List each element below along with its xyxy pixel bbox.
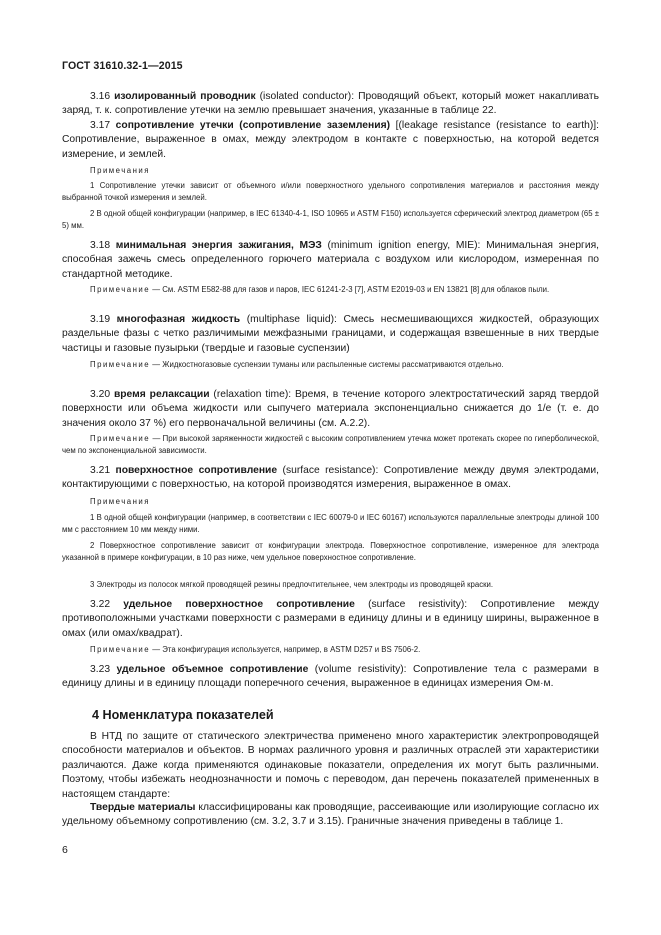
note-3-22: Примечание — Эта конфигурация используется, например, в ASTM D257 и BS 7506-2. [90, 645, 421, 654]
term: удельное объемное сопротивление [116, 664, 309, 675]
term: удельное поверхностное сопротивление [123, 599, 355, 610]
note-3-21-3: 3 Электроды из полосок мягкой проводящей резины предпочтительнее, чем электроды из проводящей краски. [90, 580, 494, 589]
term: время релаксации [113, 389, 210, 400]
note-3-19: Примечание — Жидкостногазовые суспензии туманы или распыленные системы рассматриваются отдельно. [90, 360, 504, 369]
definition-3-20 [62, 388, 599, 431]
note-3-21-2: 2 Поверхностное сопротивление зависит от конфигурации электрода. Поверхностное сопротивление, измеренное для электрода указанной в примере конфигурации, в 10 раз ниже, чем удельное поверхностное сопротивление. [62, 541, 599, 562]
definition-text: [(leakage resistance (resistance to earth)]: Сопротивление, выраженное в омах, между электродом в контакте с поверхностью, на которой ведется измерение, и землей. [62, 120, 599, 160]
definition-3-18 [62, 239, 599, 282]
clause-number: 3.19 [90, 314, 111, 325]
term: изолированный проводник [114, 91, 256, 102]
term: минимальная энергия зажигания, МЭЗ [115, 240, 322, 251]
section-paragraph: В НТД по защите от статического электричества применено много характеристик электропроводящей способности материалов и объектов. В нормах различного уровня и различных отраслей эти характеристики различаются. Даже когда применяются одинаковые показатели, определения их могут быть различными. Поэтому, чтобы избежать неоднозначности и помочь с переводом, дан перечень показателей примененных в настоящем стандарте: [62, 731, 599, 800]
clause-number: 3.23 [90, 664, 111, 675]
definition-text: (relaxation time): Время, в течение которого электростатический заряд твердой поверхности или объема жидкости или сыпучего материала экспоненциально снижается до 1/е (т. е. до значения около 37 %) его первоначальной величины (см. А.2.2). [62, 389, 599, 429]
clause-number: 3.17 [90, 120, 111, 131]
clause-number: 3.21 [90, 465, 111, 476]
definition-text: (isolated conductor): Проводящий объект, который может накапливать заряд, т. к. сопротивление утечки на землю превышает значения, указанные в таблице 22. [62, 91, 600, 117]
term: сопротивление утечки (сопротивление заземления) [115, 120, 391, 131]
note-3-20: Примечание — При высокой заряженности жидкостей с высоким сопротивлением утечка может протекать скорее по гиперболической, чем по экспоненциальной зависимости. [62, 434, 599, 455]
section-heading: 4 Номенклатура показателей [92, 708, 274, 722]
definition-3-17 [62, 119, 599, 162]
definition-text: (multiphase liquid): Смесь несмешивающихся жидкостей, образующих раздельные фазы с четко различимыми межфазными границами, и содержащая взвешенные в них твердые частицы и газовые пузырьки (твердые и газовые суспензии) [62, 314, 599, 354]
note-3-18: Примечание — См. ASTM E582-88 для газов и паров, IEC 61241-2-3 [7], ASTM E2019-03 и EN 13821 [8] для облаков пыли. [90, 285, 550, 294]
definition-3-22 [62, 598, 599, 641]
term: Твердые материалы [90, 802, 196, 813]
note-3-21-1: 1 В одной общей конфигурации (например, в соответствии с IEC 60079-0 и IEC 60167) используются параллельные электроды длиной 100 мм с расстоянием 10 мм между ними. [62, 513, 599, 534]
term: многофазная жидкость [116, 314, 241, 325]
note-3-17-1: 1 Сопротивление утечки зависит от объемного и/или поверхностного удельного сопротивления материалов и расстояния между выбранной точкой измерения и землей. [62, 181, 599, 202]
clause-number: 3.22 [90, 599, 111, 610]
term: поверхностное сопротивление [115, 465, 278, 476]
clause-number: 3.18 [90, 240, 111, 251]
clause-number: 3.20 [90, 389, 111, 400]
definition-3-23 [62, 663, 599, 692]
definition-3-16 [62, 90, 599, 119]
notes-label: Примечания [90, 166, 151, 175]
notes-label: Примечания [90, 497, 151, 506]
page-number: 6 [62, 844, 68, 856]
section-paragraph-solid-materials: Твердые материалы классифицированы как проводящие, рассеивающие или изолирующие согласно их удельному объемному сопротивлению (см. 3.2, 3.7 и 3.15). Граничные значения приведены в таблице 1. [62, 802, 599, 828]
note-3-17-2: 2 В одной общей конфигурации (например, в IEC 61340-4-1, ISO 10965 и ASTM F150) используется сферический электрод диаметром (65 ± 5) мм. [62, 209, 599, 230]
definition-text: (volume resistivity): Сопротивление тела с размерами в единицу длины и в единицу площади поперечного сечения, выраженное в единицах измерения Ом·м. [62, 664, 599, 690]
definition-text: (minimum ignition energy, MIE): Минимальная энергия, способная зажечь смесь определенного горючего материала с воздухом или кислородом, измеренная по стандартной методике. [62, 240, 600, 280]
definition-text: (surface resistance): Сопротивление между двумя электродами, контактирующими с поверхностью, на которой производятся измерения, выраженное в омах. [62, 465, 599, 491]
document-header: ГОСТ 31610.32-1—2015 [62, 60, 183, 72]
clause-number: 3.16 [90, 91, 111, 102]
definition-3-19 [62, 313, 599, 356]
definition-text: (surface resistivity): Сопротивление между противоположными участками поверхности с размерами в единицу длины и в единицу ширины, выраженное в омах (или омах/квадрат). [62, 599, 599, 639]
definition-3-21 [62, 464, 599, 493]
